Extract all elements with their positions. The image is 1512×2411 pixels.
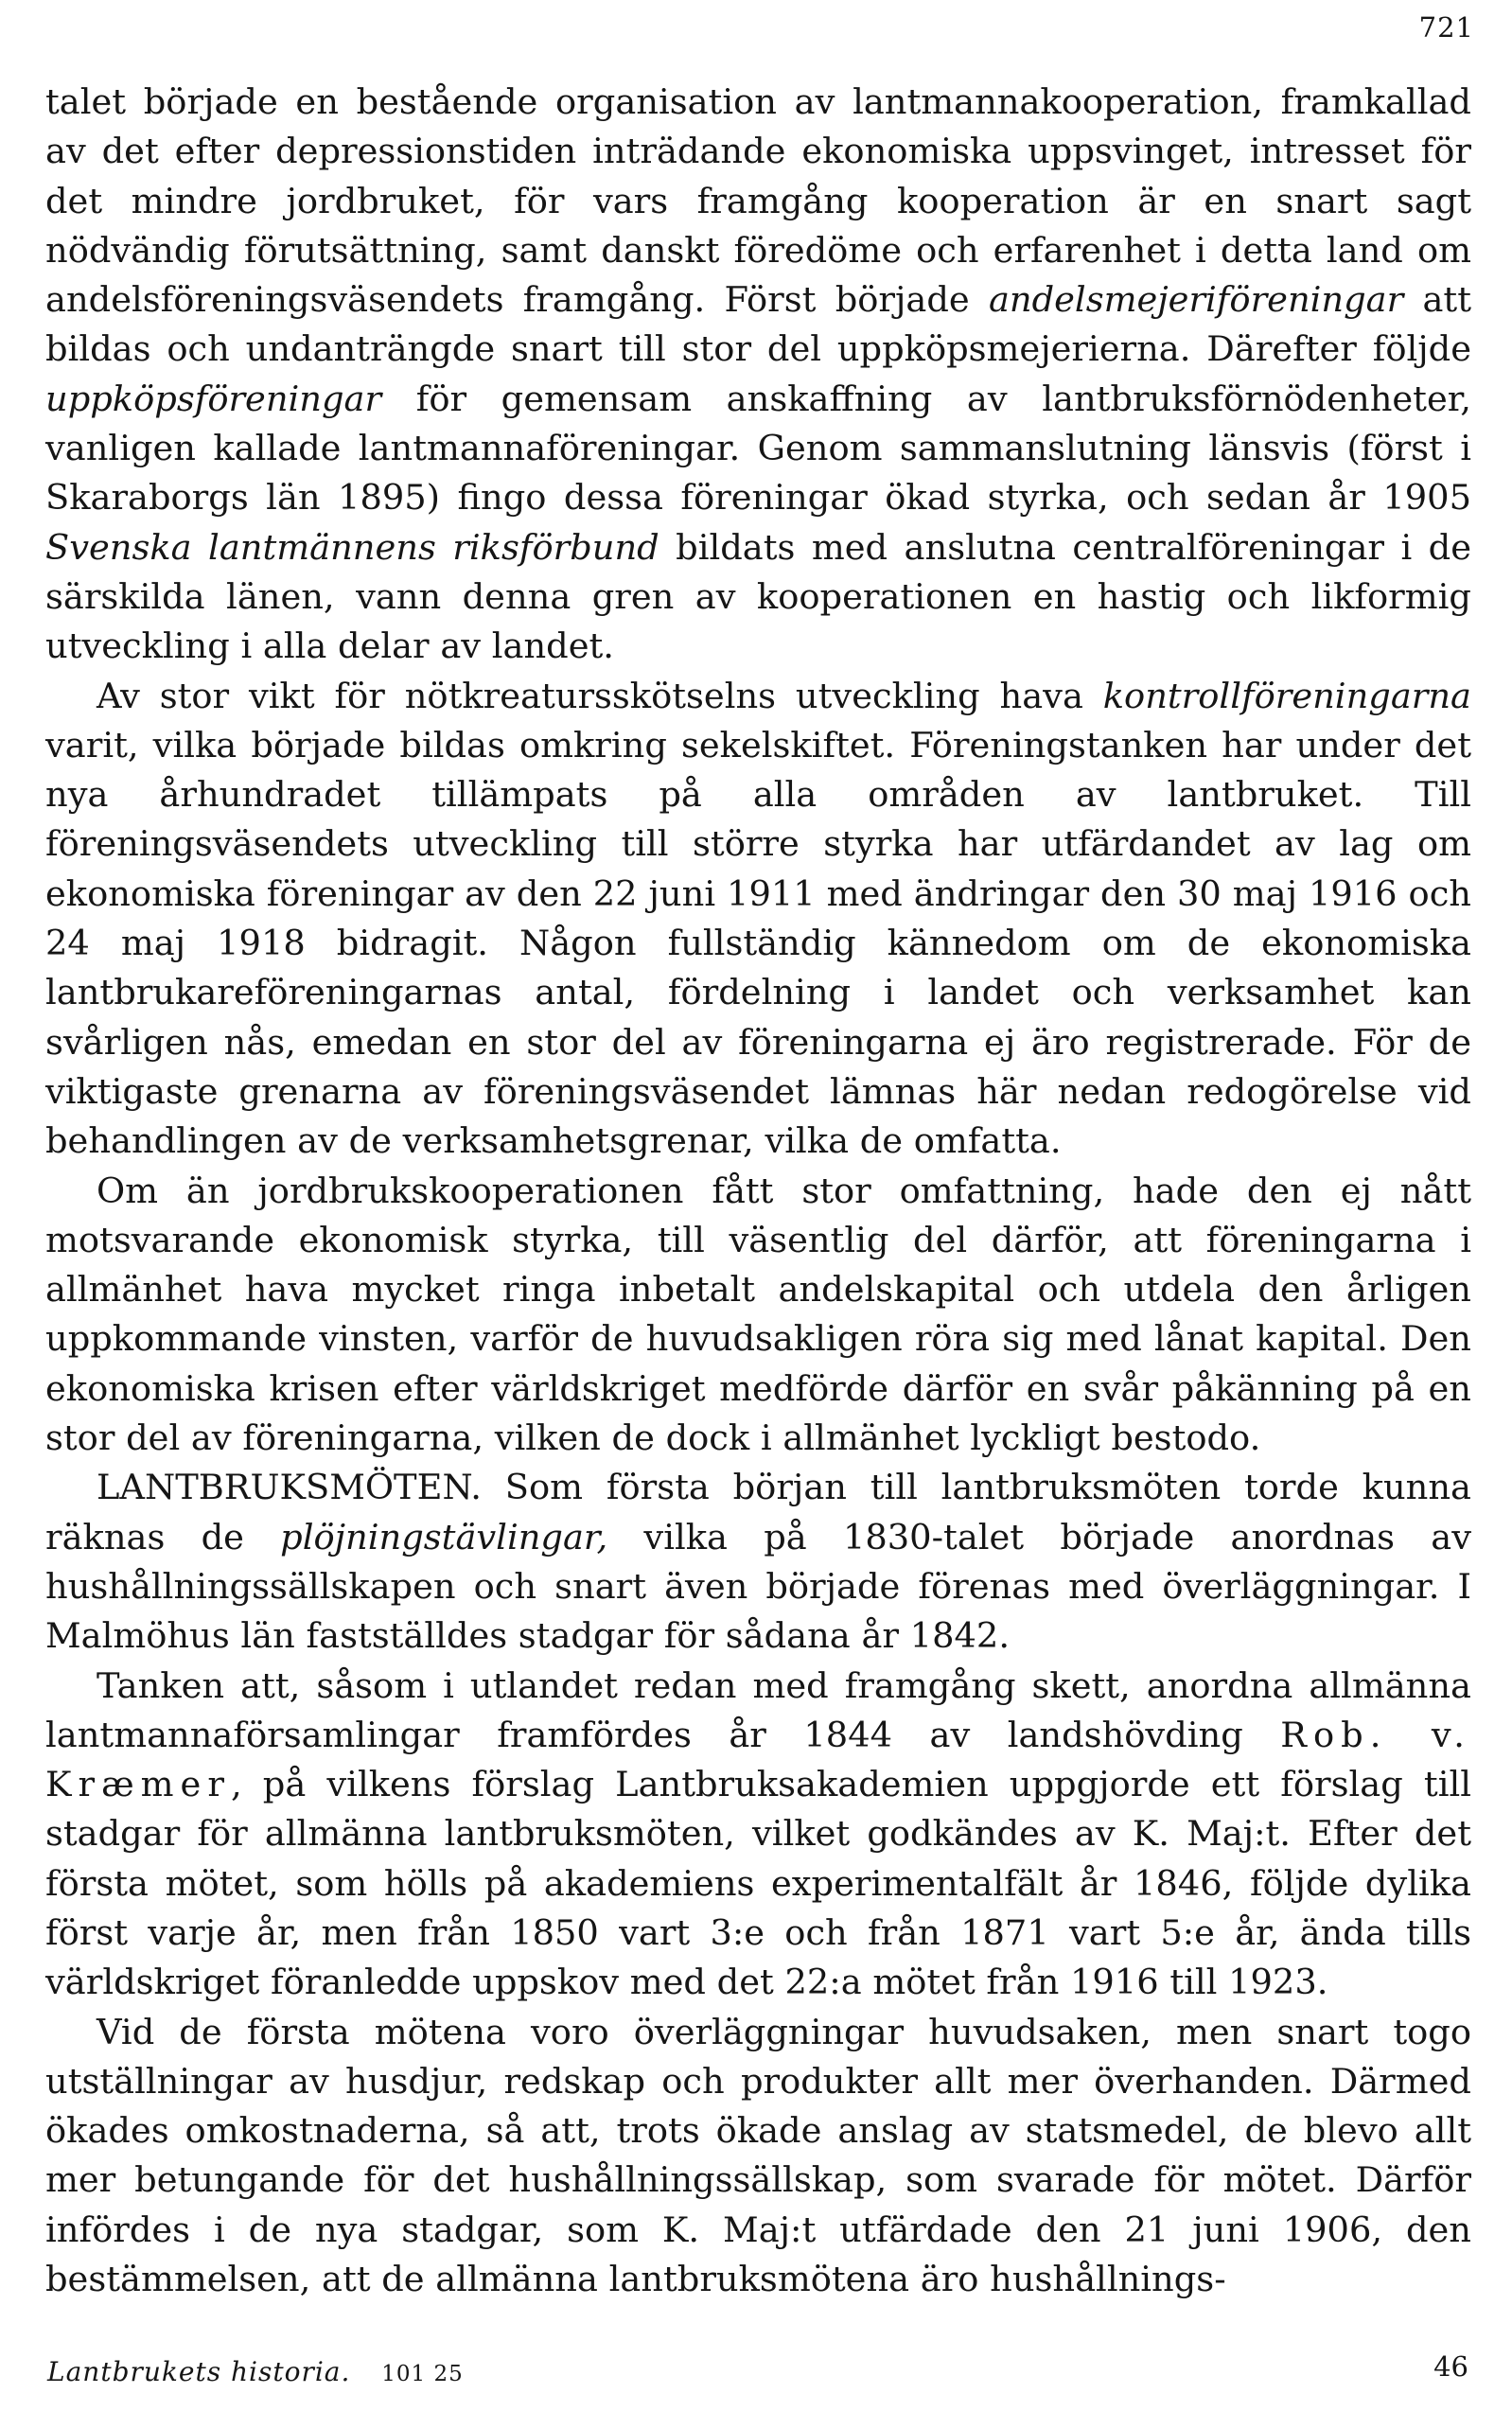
paragraph-general-assemblies [45, 1662, 1471, 2008]
italic-term: uppköpsföreningar [45, 378, 382, 419]
paragraph-first-meetings [45, 2008, 1471, 2305]
italic-term: plöjningstävlingar, [280, 1516, 608, 1557]
footer-book-title: Lantbrukets historia. [47, 2356, 351, 2387]
italic-term: Svenska lantmännens riksförbund [45, 526, 659, 568]
text-run: vilka på 1830-talet började anordnas av hushållningssällskapen och snart även började förenas med överläggningar. I Malmöhus län fastställdes stadgar för sådana år 1842. [45, 1516, 1471, 1657]
text-run: , på vilkens förslag Lantbruksakademien uppgjorde ett förslag till stadgar för allmänna lantbruksmöten, vilket godkändes av K. Maj:t. Efter det första mötet, som hölls på akademiens experimentalfält år 1846, följde dylika först varje år, men från 1850 vart 3:e och från 1871 vart 5:e år, ända tills världskriget föranledde uppskov med det 22:a mötet från 1916 till 1923. [45, 1764, 1471, 2003]
body-text [45, 78, 1471, 2304]
footer-print-code: 101 25 [381, 2362, 464, 2386]
text-run: LANTBRUKSMÖTEN. Som första början till lantbruksmöten torde kunna räknas de [45, 1467, 1471, 1557]
paragraph-economic-strength [45, 1167, 1471, 1464]
paragraph-agricultural-meetings [45, 1463, 1471, 1661]
text-run: Av stor vikt för nötkreatursskötselns utveckling hava [97, 675, 1103, 716]
paragraph-control-associations [45, 672, 1471, 1167]
text-run: att bildas och undanträngde snart till stor del uppköpsmejerierna. Därefter följde [45, 279, 1471, 370]
text-run: Om än jordbrukskooperationen fått stor omfattning, hade den ej nått motsvarande ekonomisk styrka, till väsentlig del därför, att föreningarna i allmänhet hava mycket ringa inbetalt andelskapital och utdela den årligen uppkommande vinsten, varför de huvudsakligen röra sig med lånat kapital. Den ekonomiska krisen efter världskriget medförde därför en svår påkänning på en stor del av föreningarna, vilken de dock i allmänhet lyckligt bestodo. [45, 1170, 1471, 1459]
text-run: Vid de första mötena voro överläggningar huvudsaken, men snart togo utställningar av husdjur, redskap och produkter allt mer överhanden. Därmed ökades omkostnaderna, så att, trots ökade anslag av statsmedel, de blevo allt mer betungande för det hushållningssällskap, som svarade för mötet. Därför infördes i de nya stadgar, som K. Maj:t utfärdade den 21 juni 1906, den bestämmelsen, att de allmänna lantbruksmötena äro hushållnings- [45, 2011, 1471, 2300]
text-run: Tanken att, såsom i utlandet redan med framgång skett, anordna allmänna lantmannaförsamlingar framfördes år 1844 av landshövding [45, 1664, 1471, 1755]
italic-term: andelsmejeriföreningar [988, 279, 1404, 321]
text-run: bildats med anslutna centralföreningar i de särskilda länen, vann denna gren av kooperationen en hastig och likformig utveckling i alla delar av landet. [45, 526, 1471, 667]
spaced-name: Rob. v. Kræmer [45, 1714, 1471, 1805]
text-run: talet började en bestående organisation av lantmannakooperation, framkallad av det efter depressionstiden inträdande ekonomiska uppsvinget, intresset för det mindre jordbruket, för vars framgång kooperation är en snart sagt nödvändig förutsättning, samt danskt föredöme och erfarenhet i detta land om andelsföreningsväsendets framgång. Först började [45, 81, 1471, 321]
paragraph-cooperative-organisation [45, 78, 1471, 672]
footer-signature: 46 [1433, 2350, 1468, 2383]
footer-book-info [47, 2356, 464, 2387]
text-run: varit, vilka började bildas omkring sekelskiftet. Föreningstanken har under det nya århundradet tillämpats på alla områden av lantbruket. Till föreningsväsendets utveckling till större styrka har utfärdandet av lag om ekonomiska föreningar av den 22 juni 1911 med ändringar den 30 maj 1916 och 24 maj 1918 bidragit. Någon fullständig kännedom om de ekonomiska lantbrukareföreningarnas antal, fördelning i landet och verksamhet kan svårligen nås, emedan en stor del av föreningarna ej äro registrerade. För de viktigaste grenarna av föreningsväsendet lämnas här nedan redogörelse vid behandlingen av de verksamhetsgrenar, vilka de omfatta. [45, 724, 1471, 1162]
italic-term: kontrollföreningarna [1102, 675, 1471, 716]
page-number: 721 [1418, 11, 1474, 44]
text-run: för gemensam anskaffning av lantbruksförnödenheter, vanligen kallade lantmannaföreningar. Genom sammanslutning länsvis (först i Skaraborgs län 1895) fingo dessa föreningar ökad styrka, och sedan år 1905 [45, 378, 1471, 519]
